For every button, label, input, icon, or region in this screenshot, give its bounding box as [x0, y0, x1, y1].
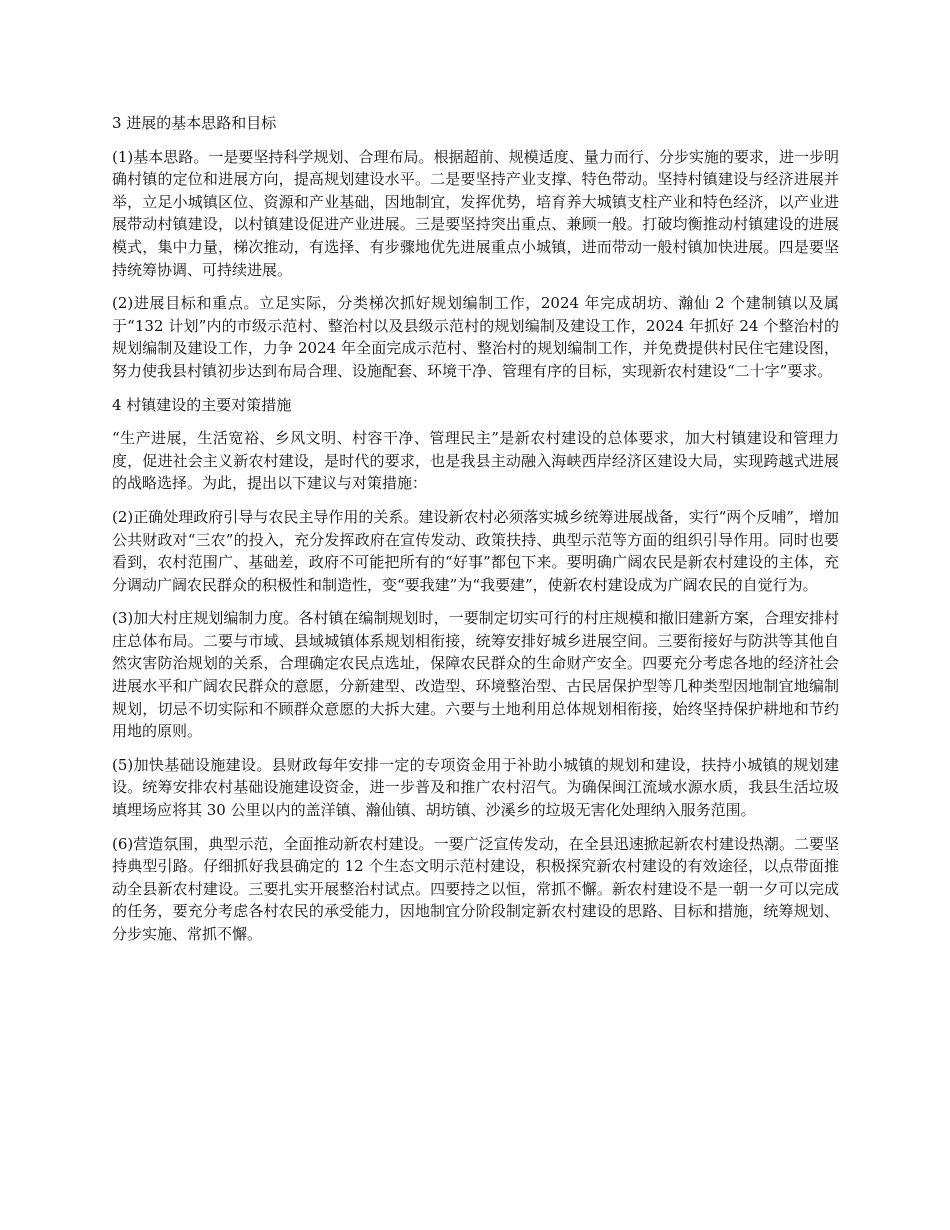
paragraph-goals-and-focus: (2)进展目标和重点。立足实际，分类梯次抓好规划编制工作，2024 年完成胡坊、瀚仙 2 个建制镇以及属于“132 计划”内的市级示范村、整治村以及县级示范村的规划编制及建设工作，2024 年抓好 24 个整治村的规划编制及建设工作，力争 2024 年全面完成示范村、整治村的规划编制工作，并免费提供村民住宅建设图，努力使我县村镇初步达到布局合理、设施配套、环境干净、管理有序的目标，实现新农村建设“二十字”要求。: [112, 294, 839, 380]
paragraph-village-planning: (3)加大村庄规划编制力度。各村镇在编制规划时，一要制定切实可行的村庄规模和撤旧建新方案，合理安排村庄总体布局。二要与市域、县域城镇体系规划相衔接，统筹安排好城乡进展空间。三要衔接好与防洪等其他自然灾害防治规划的关系，合理确定农民点选址，保障农民群众的生命财产安全。四要充分考虑各地的经济社会进展水平和广阔农民群众的意愿，分新建型、改造型、环境整治型、古民居保护型等几种类型因地制宜地编制规划，切忌不切实际和不顾群众意愿的大拆大建。六要与土地利用总体规划相衔接，始终坚持保护耕地和节约用地的原则。: [112, 609, 839, 741]
paragraph-demonstration: (6)营造氛围，典型示范，全面推动新农村建设。一要广泛宣传发动，在全县迅速掀起新农村建设热潮。二要坚持典型引路。仔细抓好我县确定的 12 个生态文明示范村建设，积极探究新农村建设的有效途径，以点带面推动全县新农村建设。三要扎实开展整治村试点。四要持之以恒，常抓不懈。新农村建设不是一朝一夕可以完成的任务，要充分考虑各村农民的承受能力，因地制宜分阶段制定新农村建设的思路、目标和措施，统筹规划、分步实施、常抓不懈。: [112, 834, 839, 943]
paragraph-overall-requirements: “生产进展，生活宽裕、乡风文明、村容干净、管理民主”是新农村建设的总体要求，加大村镇建设和管理力度，促进社会主义新农村建设，是时代的要求，也是我县主动融入海峡西岸经济区建设大局，实现跨越式进展的战略选择。为此，提出以下建议与对策措施：: [112, 429, 839, 493]
paragraph-government-farmer-roles: (2)正确处理政府引导与农民主导作用的关系。建设新农村必须落实城乡统筹进展战备，实行“两个反哺”，增加公共财政对“三农”的投入，充分发挥政府在宣传发动、政策扶持、典型示范等方面的组织引导作用。同时也要看到，农村范围广、基础差，政府不可能把所有的“好事”都包下来。要明确广阔农民是新农村建设的主体，充分调动广阔农民群众的积极性和制造性，变“要我建”为“我要建”，使新农村建设成为广阔农民的自觉行为。: [112, 507, 839, 594]
paragraph-basic-approach: (1)基本思路。一是要坚持科学规划、合理布局。根据超前、规模适度、量力而行、分步实施的要求，进一步明确村镇的定位和进展方向，提高规划建设水平。二是要坚持产业支撑、特色带动。坚持村镇建设与经济进展并举，立足小城镇区位、资源和产业基础，因地制宜，发挥优势，培育养大城镇支柱产业和特色经济，以产业进展带动村镇建设，以村镇建设促进产业进展。三是要坚持突出重点、兼顾一般。打破均衡推动村镇建设的进展模式，集中力量，梯次推动，有选择、有步骤地优先进展重点小城镇，进而带动一般村镇加快进展。四是要坚持统筹协调、可持续进展。: [112, 147, 839, 279]
document-page: [112, 112, 839, 957]
paragraph-infrastructure: (5)加快基础设施建设。县财政每年安排一定的专项资金用于补助小城镇的规划和建设，扶持小城镇的规划建设。统筹安排农村基础设施建设资金，进一步普及和推广农村沼气。为确保闽江流域水源水质，我县生活垃圾填埋场应将其 30 公里以内的盖洋镇、瀚仙镇、胡坊镇、沙溪乡的垃圾无害化处理纳入服务范围。: [112, 755, 839, 820]
section-heading-4: 4 村镇建设的主要对策措施: [112, 395, 292, 414]
section-heading-3: 3 进展的基本思路和目标: [112, 114, 277, 132]
